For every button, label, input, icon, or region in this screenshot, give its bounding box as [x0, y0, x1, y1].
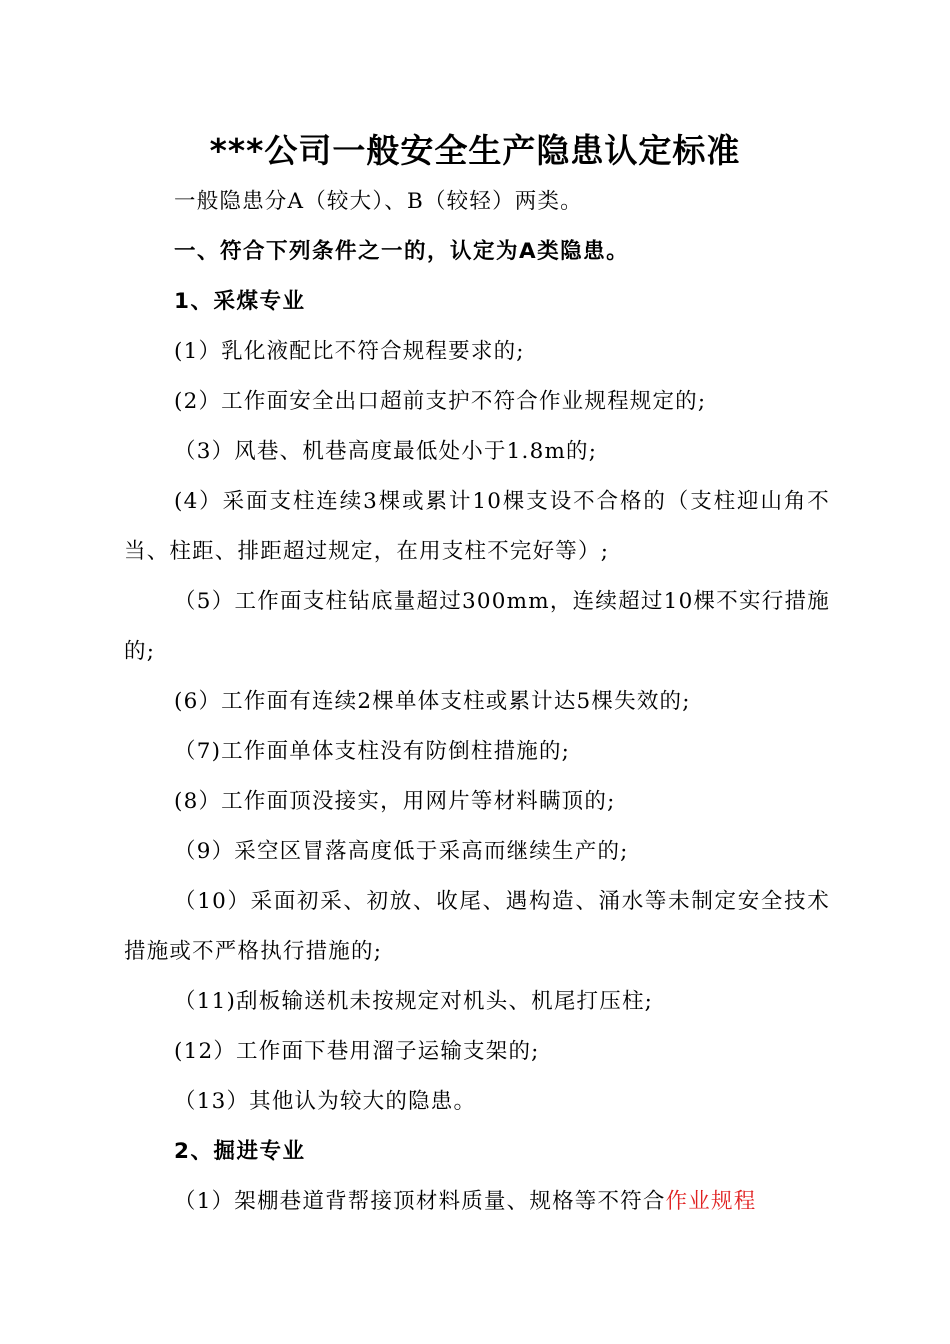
intro-paragraph: 一般隐患分A（较大）、B（较轻）两类。: [174, 189, 583, 214]
mining-item-7: （7)工作面单体支柱没有防倒柱措施的;: [174, 739, 571, 764]
document-title: ***公司一般安全生产隐患认定标准: [209, 131, 741, 170]
mining-item-10: （10）采面初采、初放、收尾、遇构造、涌水等未制定安全技术措施或不严格执行措施的;: [124, 889, 830, 964]
mining-item-1: (1）乳化液配比不符合规程要求的;: [174, 339, 525, 364]
mining-item-8: (8）工作面顶没接实，用网片等材料瞒顶的;: [174, 789, 616, 814]
mining-item-2: (2）工作面安全出口超前支护不符合作业规程规定的;: [174, 389, 707, 414]
document-body: [124, 177, 830, 1227]
section-a-heading: 一、符合下列条件之一的，认定为A类隐患。: [174, 239, 630, 264]
mining-item-3: （3）风巷、机巷高度最低处小于1.8m的;: [174, 439, 598, 464]
mining-item-12: (12）工作面下巷用溜子运输支架的;: [174, 1039, 540, 1064]
tunneling-item-1: [124, 1177, 830, 1227]
mining-item-4: (4）采面支柱连续3棵或累计10棵支设不合格的（支柱迎山角不当、柱距、排距超过规定，在用支柱不完好等）;: [124, 489, 830, 564]
mining-item-9: （9）采空区冒落高度低于采高而继续生产的;: [174, 839, 629, 864]
mining-item-6: (6）工作面有连续2棵单体支柱或累计达5棵失效的;: [174, 689, 691, 714]
mining-item-5: （5）工作面支柱钻底量超过300mm，连续超过10棵不实行措施的;: [124, 589, 830, 664]
tunneling-item-1-highlight: 作业规程: [665, 1189, 757, 1214]
mining-item-11: （11)刮板输送机未按规定对机头、机尾打压柱;: [174, 989, 654, 1014]
mining-heading: 1、采煤专业: [174, 289, 306, 314]
mining-item-13: （13）其他认为较大的隐患。: [174, 1089, 477, 1114]
tunneling-item-1-text: （1）架棚巷道背帮接顶材料质量、规格等不符合: [174, 1189, 666, 1214]
tunneling-heading: 2、掘进专业: [174, 1139, 306, 1164]
